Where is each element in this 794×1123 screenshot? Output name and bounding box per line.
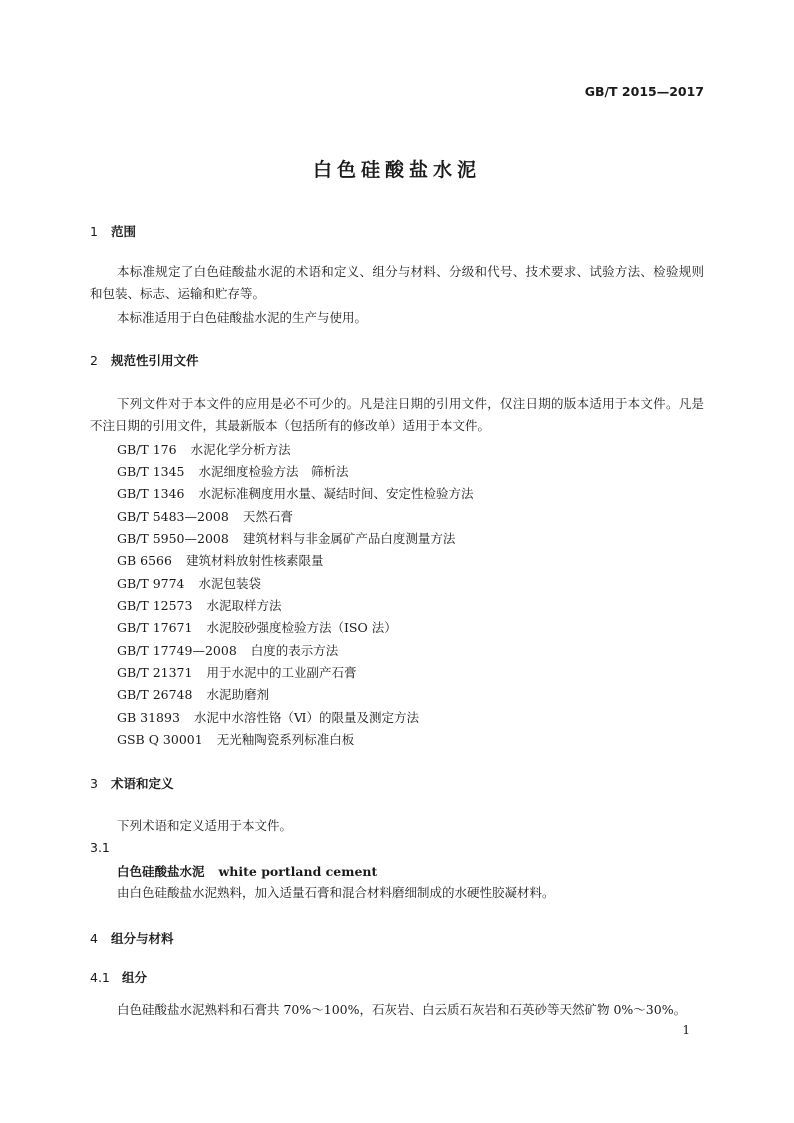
reference-item (117, 574, 261, 592)
section-2-title: 规范性引用文件 (111, 353, 199, 368)
section-3-number: 3 (90, 776, 98, 791)
page-number: 1 (682, 1023, 690, 1037)
reference-item (117, 440, 291, 458)
reference-item (117, 551, 323, 569)
reference-item (117, 618, 397, 636)
reference-code: GB/T 17749—2008 (117, 643, 237, 658)
section-2-number: 2 (90, 353, 98, 368)
reference-title: 水泥化学分析方法 (190, 442, 291, 457)
reference-title: 水泥胶砂强度检验方法（ISO 法） (206, 620, 397, 635)
reference-code: GB/T 176 (117, 442, 177, 457)
section-4-title: 组分与材料 (111, 931, 174, 946)
standard-code: GB/T 2015—2017 (584, 84, 704, 99)
reference-code: GB 6566 (117, 553, 172, 568)
section-4-heading (90, 929, 174, 947)
subsection-4-1-number: 4.1 (90, 970, 110, 985)
reference-code: GB/T 9774 (117, 576, 185, 591)
term-title-zh: 白色硅酸盐水泥 (117, 864, 205, 879)
section-1-paragraph-1: 本标准规定了白色硅酸盐水泥的术语和定义、组分与材料、分级和代号、技术要求、试验方法、检验规则和包装、标志、运输和贮存等。 (90, 264, 704, 301)
reference-title: 建筑材料放射性核素限量 (185, 553, 324, 568)
reference-code: GB/T 5483—2008 (117, 509, 229, 524)
term-title-en: white portland cement (218, 864, 378, 879)
subsection-4-1-title: 组分 (122, 970, 148, 985)
reference-code: GB/T 1346 (117, 486, 185, 501)
reference-title: 水泥助磨剂 (206, 687, 269, 702)
reference-item (117, 507, 293, 525)
section-1-heading (90, 222, 136, 240)
reference-code: GB/T 12573 (117, 598, 193, 613)
reference-code: GB/T 1345 (117, 464, 185, 479)
reference-title: 水泥包装袋 (198, 576, 262, 591)
reference-title: 水泥取样方法 (206, 598, 282, 613)
section-1-title: 范围 (111, 224, 137, 239)
subsection-4-1-text: 白色硅酸盐水泥熟料和石膏共 70%～100%，石灰岩、白云质石灰岩和石英砂等天然矿物 0%～30%。 (117, 1002, 687, 1017)
reference-code: GB/T 5950—2008 (117, 531, 229, 546)
reference-title: 白度的表示方法 (250, 643, 339, 658)
section-1-number: 1 (90, 224, 98, 239)
reference-code: GB 31893 (117, 710, 180, 725)
term-definition: 由白色硅酸盐水泥熟料，加入适量石膏和混合材料磨细制成的水硬性胶凝材料。 (117, 885, 555, 900)
reference-item (117, 663, 356, 681)
section-2-heading (90, 351, 199, 369)
reference-item (117, 596, 281, 614)
reference-item (117, 484, 474, 502)
reference-item (117, 730, 354, 748)
section-2-intro: 下列文件对于本文件的应用是必不可少的。凡是注日期的引用文件，仅注日期的版本适用于本文件。凡是不注日期的引用文件，其最新版本（包括所有的修改单）适用于本文件。 (90, 396, 704, 433)
reference-title: 用于水泥中的工业副产石膏 (206, 665, 357, 680)
reference-title: 无光釉陶瓷系列标准白板 (216, 732, 355, 747)
subsection-4-1-heading (90, 968, 147, 986)
reference-item (117, 708, 419, 726)
document-title: 白色硅酸盐水泥 (312, 159, 481, 181)
section-3-heading (90, 774, 174, 792)
reference-code: GB/T 21371 (117, 665, 193, 680)
reference-code: GB/T 26748 (117, 687, 193, 702)
reference-code: GB/T 17671 (117, 620, 193, 635)
reference-title: 水泥中水溶性铬（Ⅵ）的限量及测定方法 (193, 710, 419, 725)
reference-title: 水泥标准稠度用水量、凝结时间、安定性检验方法 (198, 486, 474, 501)
section-4-number: 4 (90, 931, 98, 946)
reference-title: 天然石膏 (242, 509, 293, 524)
section-1-paragraph-2: 本标准适用于白色硅酸盐水泥的生产与使用。 (117, 310, 368, 325)
section-3-title: 术语和定义 (111, 776, 174, 791)
reference-title: 建筑材料与非金属矿产品白度测量方法 (242, 531, 456, 546)
reference-code: GSB Q 30001 (117, 732, 203, 747)
section-3-intro: 下列术语和定义适用于本文件。 (117, 818, 293, 833)
term-number: 3.1 (90, 840, 110, 855)
reference-item (117, 641, 338, 659)
reference-item (117, 529, 455, 547)
reference-title: 水泥细度检验方法 筛析法 (198, 464, 349, 479)
reference-item (117, 462, 349, 480)
reference-item (117, 685, 269, 703)
term-title (117, 862, 377, 880)
